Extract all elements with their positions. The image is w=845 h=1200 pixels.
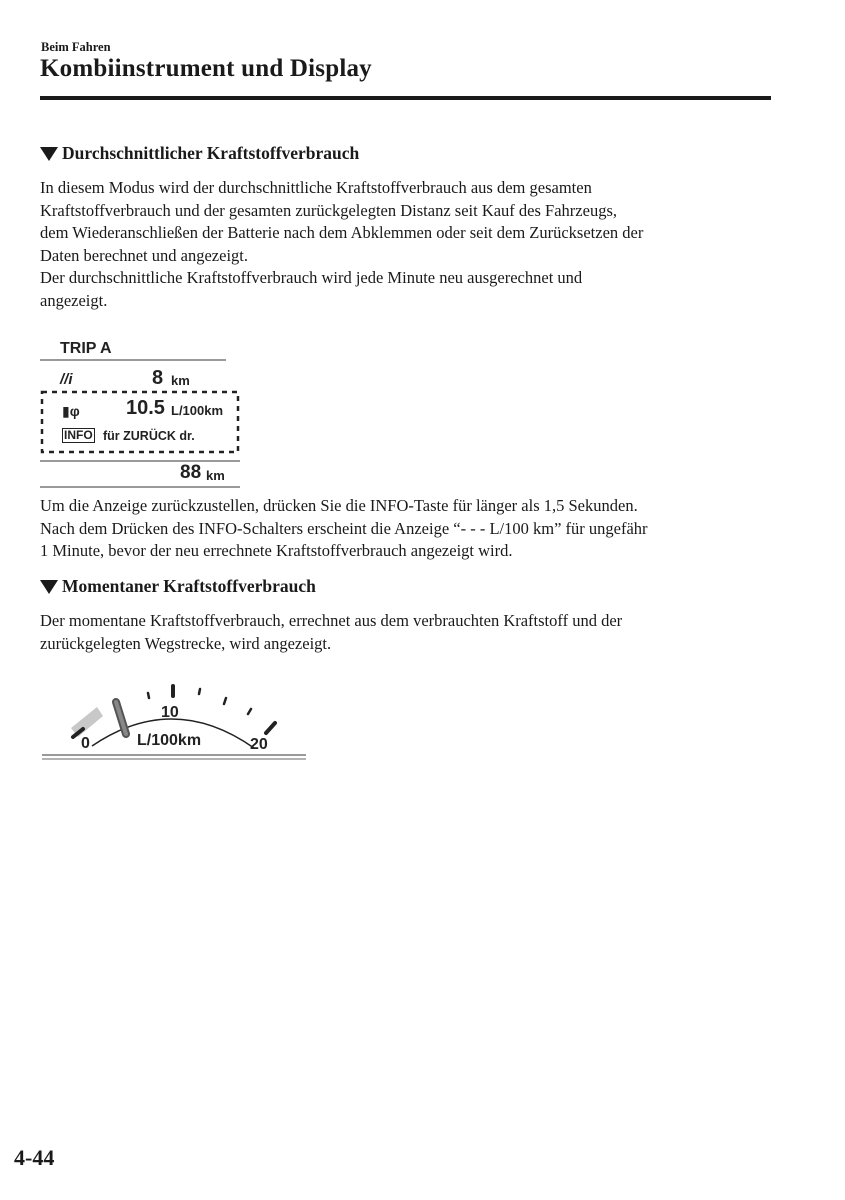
trip-display-illustration	[36, 334, 246, 494]
text-line: angezeigt.	[40, 290, 108, 310]
distance-icon: //i	[60, 371, 73, 388]
page-number: 4-44	[14, 1145, 55, 1170]
triangle-down-icon	[40, 580, 58, 594]
gauge-unit: L/100km	[137, 732, 202, 749]
section-heading-average	[40, 143, 359, 164]
text-line: Um die Anzeige zurückzustellen, drücken Sie die INFO-Taste für länger als 1,5 Sekunden.	[40, 496, 638, 515]
text-line: Daten berechnet und angezeigt.	[40, 245, 248, 265]
gauge-label-mid: 10	[161, 704, 179, 721]
text-line: Nach dem Drücken des INFO-Schalters erscheint die Anzeige “- - - L/100 km” für ungefähr	[40, 518, 648, 538]
text-line: 1 Minute, bevor der neu errechnete Kraftstoffverbrauch angezeigt wird.	[40, 541, 513, 560]
page-title: Kombiinstrument und Display	[40, 55, 372, 82]
section-heading-text: Momentaner Kraftstoffverbrauch	[62, 576, 316, 596]
text-line: dem Wiederanschließen der Batterie nach dem Abklemmen oder seit dem Zurücksetzen der	[40, 223, 644, 242]
gauge-label-min: 0	[81, 735, 90, 752]
text-line: Der durchschnittliche Kraftstoffverbrauch wird jede Minute neu ausgerechnet und	[40, 268, 583, 287]
fuel-consumption-icon: ▮φ	[62, 403, 80, 419]
text-line: Der momentane Kraftstoffverbrauch, errechnet aus dem verbrauchten Kraftstoff und der	[40, 611, 623, 630]
range-unit: km	[171, 373, 190, 388]
odometer-unit: km	[206, 468, 225, 483]
text-line: In diesem Modus wird der durchschnittliche Kraftstoffverbrauch aus dem gesamten	[40, 178, 592, 197]
paragraph-average-description	[40, 177, 780, 312]
breadcrumb: Beim Fahren	[41, 40, 111, 54]
paragraph-reset-instructions	[40, 495, 780, 563]
range-value: 8	[152, 367, 164, 389]
consumption-unit: L/100km	[171, 403, 224, 418]
consumption-value: 10.5	[126, 397, 165, 419]
section-heading-text: Durchschnittlicher Kraftstoffverbrauch	[62, 143, 360, 163]
reset-hint: für ZURÜCK dr.	[103, 429, 195, 443]
instant-consumption-gauge	[40, 676, 310, 766]
info-badge: INFO	[64, 428, 93, 442]
text-line: zurückgelegten Wegstrecke, wird angezeigt.	[40, 633, 332, 653]
gauge-label-max: 20	[250, 736, 268, 753]
odometer-value: 88	[180, 462, 202, 483]
paragraph-instant-description	[40, 610, 780, 655]
title-rule	[40, 96, 771, 100]
triangle-down-icon	[40, 147, 58, 161]
text-line: Kraftstoffverbrauch und der gesamten zurückgelegten Distanz seit Kauf des Fahrzeugs,	[40, 200, 617, 220]
trip-title: TRIP A	[60, 340, 112, 357]
section-heading-instant	[40, 576, 316, 597]
